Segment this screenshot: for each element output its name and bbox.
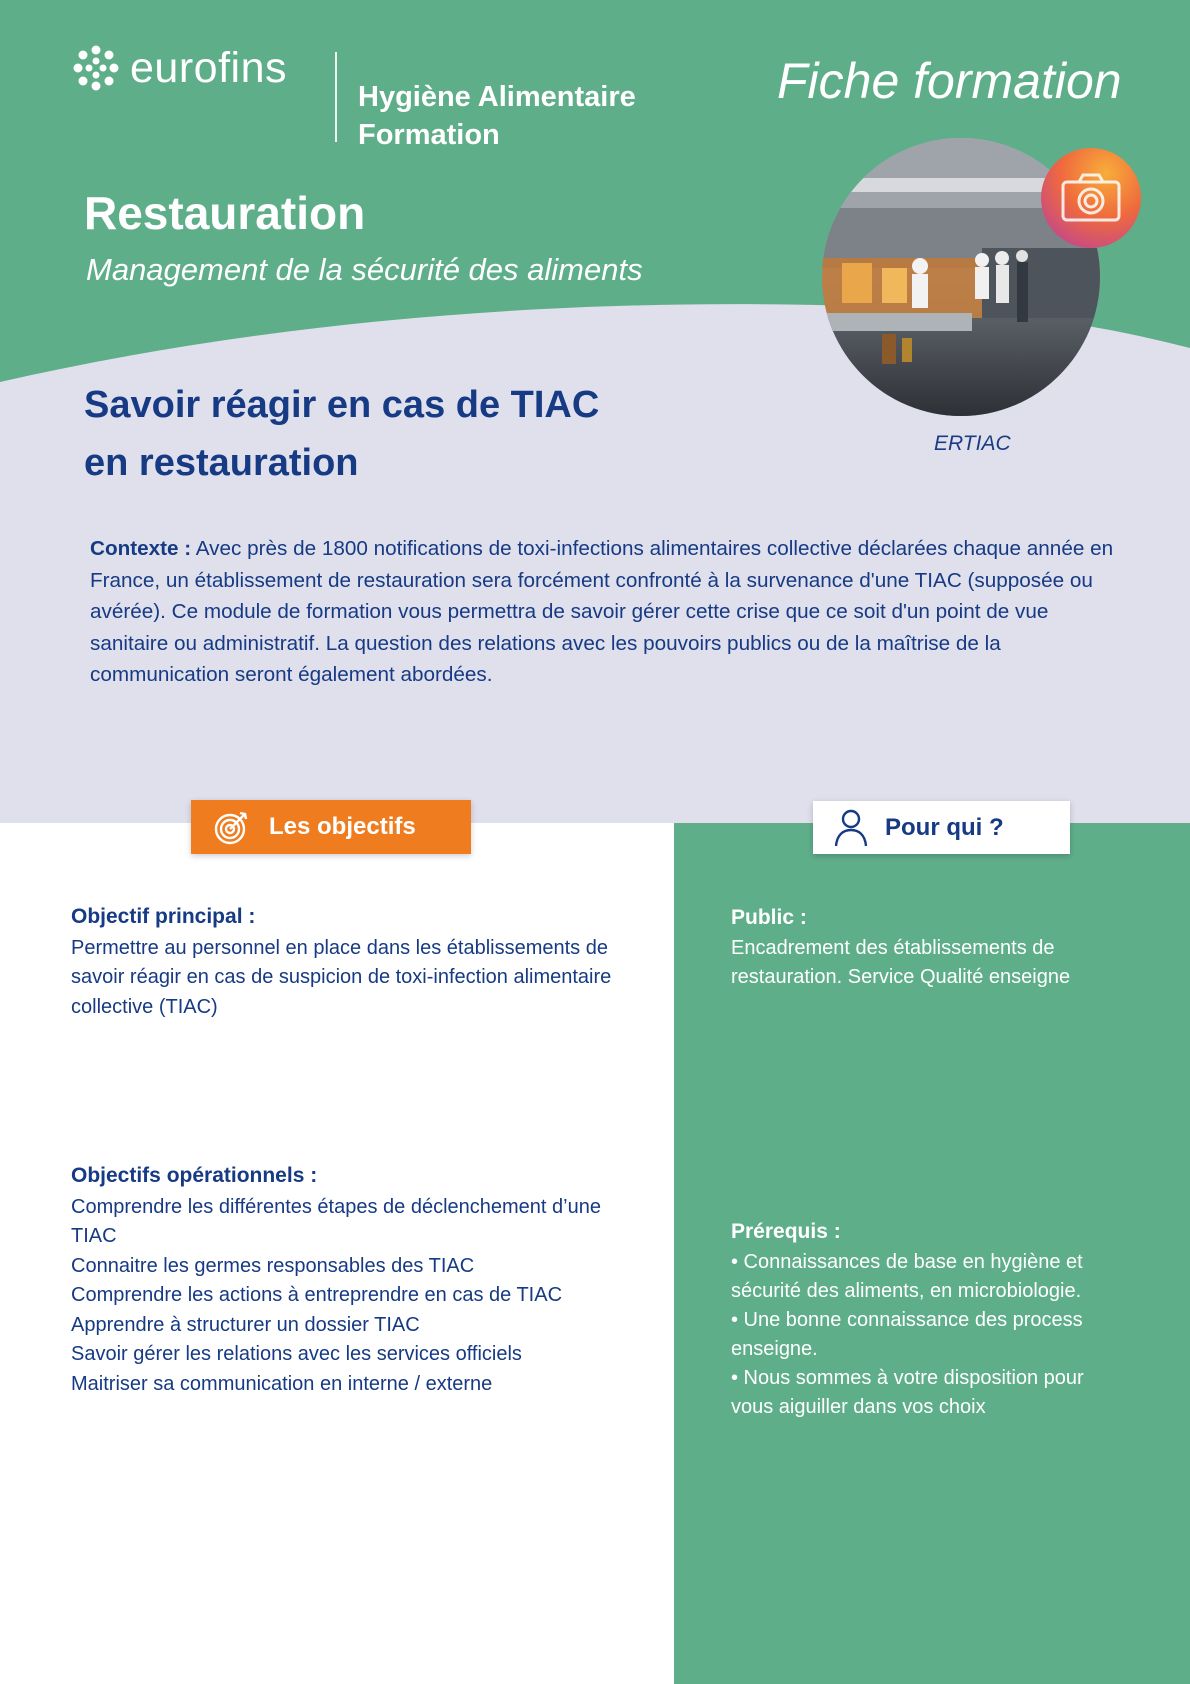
course-title-line1: Savoir réagir en cas de TIAC (84, 384, 600, 426)
brand-name: eurofins (130, 43, 287, 92)
operational-objective-item: Comprendre les actions à entreprendre en cas de TIAC (71, 1284, 563, 1306)
objectives-banner (191, 800, 471, 854)
operational-objective-item: Connaitre les germes responsables des TIAC (71, 1254, 475, 1277)
brand-subtitle-line2: Formation (358, 119, 500, 151)
operational-objective-item: Savoir gérer les relations avec les services officiels (71, 1343, 522, 1365)
brand-subtitle (358, 78, 636, 154)
operational-objectives-heading: Objectifs opérationnels : (71, 1164, 318, 1187)
section-title: Restauration (84, 187, 366, 239)
public-heading: Public : (731, 906, 807, 929)
camera-badge (1041, 148, 1141, 248)
audience-banner-label: Pour qui ? (885, 813, 1004, 841)
operational-objective-item: Comprendre les différentes étapes de déclenchement d’une TIAC (71, 1195, 601, 1247)
context-text: Avec près de 1800 notifications de toxi-infections alimentaires collective déclarées chaque année en France, un établissement de restauration sera forcément confronté à la survenance d'une TIAC (supposée ou avérée). Ce module de formation vous permettra de savoir gérer cette crise que ce soit d'un point de vue sanitaire ou administratif. La question des relations avec les pouvoirs publics ou de la maîtrise de la communication seront également abordées. (90, 537, 1114, 686)
course-title-line2: en restauration (84, 442, 359, 484)
objectives-banner-label: Les objectifs (269, 813, 416, 840)
header-divider (335, 52, 337, 142)
operational-objective-item: Maitriser sa communication en interne / externe (71, 1372, 493, 1395)
camera-icon (1041, 148, 1141, 248)
operational-objective-item: Apprendre à structurer un dossier TIAC (71, 1313, 420, 1336)
document-type: Fiche formation (777, 53, 1122, 109)
person-icon (833, 808, 869, 848)
context-label: Contexte : (90, 537, 192, 560)
prerequisites-heading: Prérequis : (731, 1220, 841, 1243)
photo-caption: ERTIAC (934, 432, 1011, 455)
eurofins-logo-icon (72, 44, 120, 92)
operational-objectives-block (71, 1161, 631, 1399)
context-paragraph (90, 533, 1120, 691)
prerequisites-block (731, 1217, 1131, 1422)
main-objective-heading: Objectif principal : (71, 905, 256, 928)
course-title (84, 376, 724, 492)
public-block (731, 903, 1131, 992)
audience-banner (813, 801, 1070, 854)
prerequisite-item: • Nous sommes à votre disposition pour vous aiguiller dans vos choix (731, 1367, 1084, 1418)
public-text: Encadrement des établissements de restauration. Service Qualité enseigne (731, 937, 1071, 988)
prerequisite-item: • Une bonne connaissance des process enseigne. (731, 1309, 1083, 1360)
target-icon (213, 808, 251, 846)
main-objective-text: Permettre au personnel en place dans les établissements de savoir réagir en cas de suspicion de toxi-infection alimentaire collective (TIAC) (71, 936, 612, 1018)
eurofins-logo (72, 40, 287, 96)
brand-subtitle-line1: Hygiène Alimentaire (358, 81, 636, 113)
prerequisite-item: • Connaissances de base en hygiène et sécurité des aliments, en microbiologie. (731, 1251, 1083, 1302)
main-objective-block (71, 902, 631, 1022)
section-subtitle: Management de la sécurité des aliments (86, 252, 643, 287)
